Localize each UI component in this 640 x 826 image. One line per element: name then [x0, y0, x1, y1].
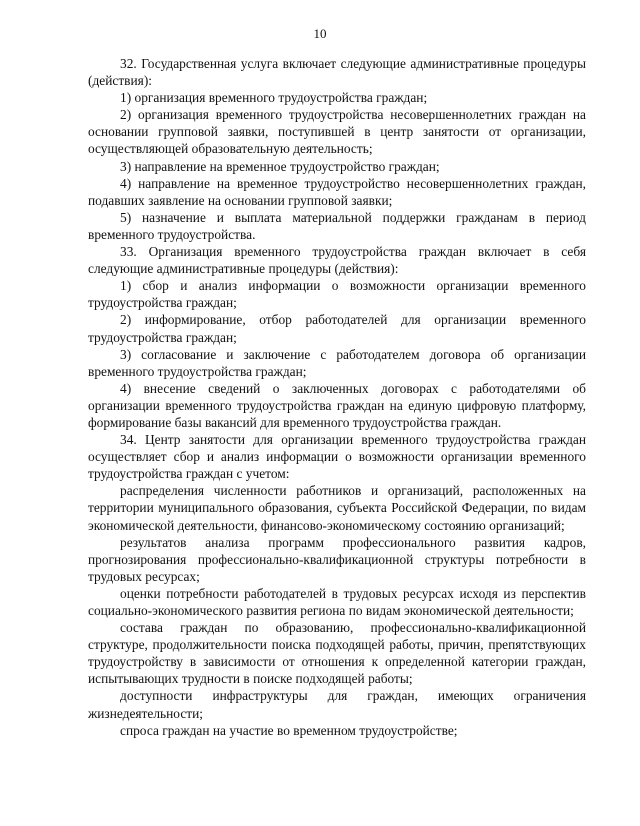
document-body — [88, 55, 586, 739]
paragraph-34-intro: 34. Центр занятости для организации временного трудоустройства граждан осуществляет сбор и анализ информации о возможности организации временного трудоустройства граждан с учетом: — [88, 432, 586, 482]
paragraph-34-clause-4: состава граждан по образованию, профессионально-квалификационной структуре, продолжительности поиска подходящей работы, причин, препятствующих трудоустройству в зависимости от отношения к определенной категории граждан, испытывающих трудности в поиске подходящей работы; — [88, 620, 586, 687]
paragraph-34-clause-5: доступности инфраструктуры для граждан, имеющих ограничения жизнедеятельности; — [88, 688, 586, 721]
paragraph-32-item-3: 3) направление на временное трудоустройство граждан; — [120, 158, 440, 174]
paragraph-33-item-2: 2) информирование, отбор работодателей для организации временного трудоустройства граждан; — [88, 312, 586, 345]
paragraph-32-item-4: 4) направление на временное трудоустройство несовершеннолетних граждан, подавших заявление на основании групповой заявки; — [88, 175, 586, 208]
paragraph-33-item-3: 3) согласование и заключение с работодателем договора об организации временного трудоустройства граждан; — [88, 346, 586, 379]
paragraph-34-clause-3: оценки потребности работодателей в трудовых ресурсах исходя из перспектив социально-экономического развития региона по видам экономической деятельности; — [88, 585, 586, 618]
paragraph-32-item-1: 1) организация временного трудоустройства граждан; — [120, 90, 428, 106]
paragraph-34-clause-6: спроса граждан на участие во временном трудоустройстве; — [120, 722, 458, 738]
paragraph-33-intro: 33. Организация временного трудоустройства граждан включает в себя следующие административные процедуры (действия): — [88, 244, 586, 277]
paragraph-32-intro: 32. Государственная услуга включает следующие административные процедуры (действия): — [88, 56, 586, 89]
page-number: 10 — [313, 26, 327, 41]
paragraph-32-item-2: 2) организация временного трудоустройства несовершеннолетних граждан на основании групповой заявки, поступившей в центр занятости от организации, осуществляющей образовательную деятельность; — [88, 107, 586, 157]
paragraph-34-clause-1: распределения численности работников и организаций, расположенных на территории муниципального образования, субъекта Российской Федерации, по видам экономической деятельности, финансово-экономическому состоянию организаций; — [88, 483, 586, 533]
paragraph-33-item-4: 4) внесение сведений о заключенных договорах с работодателями об организации временного трудоустройства граждан на единую цифровую платформу, формирование базы вакансий для временного трудоустройства граждан. — [88, 380, 586, 430]
paragraph-34-clause-2: результатов анализа программ профессионального развития кадров, прогнозирования профессионально-квалификационной структуры потребности в трудовых ресурсах; — [88, 534, 586, 584]
paragraph-32-item-5: 5) назначение и выплата материальной поддержки гражданам в период временного трудоустройства. — [88, 209, 586, 242]
paragraph-33-item-1: 1) сбор и анализ информации о возможности организации временного трудоустройства граждан; — [88, 278, 586, 311]
